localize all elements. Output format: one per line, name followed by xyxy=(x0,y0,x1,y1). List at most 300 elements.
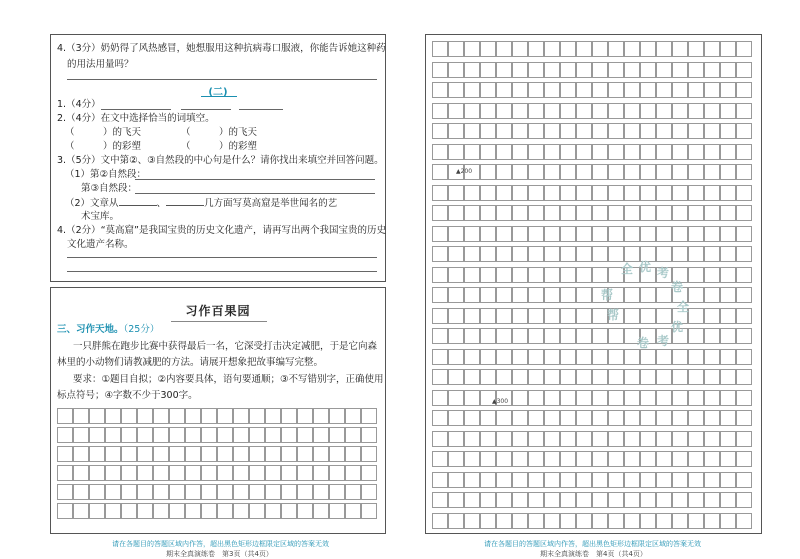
grid-cell[interactable] xyxy=(672,205,688,221)
grid-cell[interactable] xyxy=(329,484,345,500)
grid-cell[interactable] xyxy=(153,503,169,519)
grid-cell[interactable] xyxy=(624,82,640,98)
grid-cell[interactable] xyxy=(720,41,736,57)
grid-cell[interactable] xyxy=(528,308,544,324)
grid-cell[interactable] xyxy=(736,410,752,426)
grid-cell[interactable] xyxy=(217,465,233,481)
grid-cell[interactable] xyxy=(704,349,720,365)
grid-cell[interactable] xyxy=(608,82,624,98)
grid-cell[interactable] xyxy=(89,446,105,462)
grid-cell[interactable] xyxy=(688,123,704,139)
grid-cell[interactable] xyxy=(704,390,720,406)
grid-cell[interactable] xyxy=(512,144,528,160)
grid-cell[interactable] xyxy=(640,185,656,201)
grid-cell[interactable] xyxy=(624,103,640,119)
grid-cell[interactable] xyxy=(233,503,249,519)
grid-cell[interactable] xyxy=(656,226,672,242)
grid-cell[interactable] xyxy=(512,328,528,344)
grid-cell[interactable] xyxy=(560,164,576,180)
grid-cell[interactable] xyxy=(560,41,576,57)
grid-cell[interactable] xyxy=(576,267,592,283)
grid-cell[interactable] xyxy=(57,484,73,500)
grid-cell[interactable] xyxy=(720,144,736,160)
grid-cell[interactable] xyxy=(528,205,544,221)
grid-cell[interactable] xyxy=(560,62,576,78)
grid-cell[interactable] xyxy=(704,410,720,426)
grid-cell[interactable] xyxy=(704,308,720,324)
grid-cell[interactable] xyxy=(121,484,137,500)
grid-cell[interactable] xyxy=(217,503,233,519)
answer-line[interactable] xyxy=(181,109,231,110)
grid-cell[interactable] xyxy=(592,123,608,139)
grid-cell[interactable] xyxy=(448,308,464,324)
grid-cell[interactable] xyxy=(496,513,512,529)
grid-cell[interactable] xyxy=(297,446,313,462)
grid-cell[interactable] xyxy=(544,205,560,221)
grid-cell[interactable] xyxy=(217,484,233,500)
grid-cell[interactable] xyxy=(137,408,153,424)
grid-cell[interactable] xyxy=(656,82,672,98)
grid-cell[interactable] xyxy=(688,349,704,365)
grid-cell[interactable] xyxy=(608,205,624,221)
grid-cell[interactable] xyxy=(736,513,752,529)
grid-cell[interactable] xyxy=(432,492,448,508)
grid-cell[interactable] xyxy=(464,41,480,57)
grid-cell[interactable] xyxy=(576,492,592,508)
grid-cell[interactable] xyxy=(137,446,153,462)
grid-cell[interactable] xyxy=(528,451,544,467)
grid-cell[interactable] xyxy=(576,123,592,139)
grid-cell[interactable] xyxy=(480,41,496,57)
grid-cell[interactable] xyxy=(169,465,185,481)
grid-cell[interactable] xyxy=(656,410,672,426)
grid-cell[interactable] xyxy=(185,446,201,462)
grid-cell[interactable] xyxy=(480,492,496,508)
grid-cell[interactable] xyxy=(480,267,496,283)
grid-cell[interactable] xyxy=(544,431,560,447)
grid-cell[interactable] xyxy=(185,427,201,443)
grid-cell[interactable] xyxy=(432,369,448,385)
grid-cell[interactable] xyxy=(544,390,560,406)
grid-cell[interactable] xyxy=(720,451,736,467)
grid-cell[interactable] xyxy=(704,431,720,447)
grid-cell[interactable] xyxy=(720,328,736,344)
grid-cell[interactable] xyxy=(448,369,464,385)
grid-cell[interactable] xyxy=(576,328,592,344)
grid-cell[interactable] xyxy=(544,226,560,242)
grid-cell[interactable] xyxy=(688,246,704,262)
grid-cell[interactable] xyxy=(528,328,544,344)
grid-cell[interactable] xyxy=(592,513,608,529)
grid-cell[interactable] xyxy=(496,62,512,78)
grid-cell[interactable] xyxy=(480,451,496,467)
grid-cell[interactable] xyxy=(464,492,480,508)
answer-line[interactable] xyxy=(101,109,171,110)
grid-cell[interactable] xyxy=(560,103,576,119)
grid-cell[interactable] xyxy=(560,144,576,160)
grid-cell[interactable] xyxy=(544,82,560,98)
grid-cell[interactable] xyxy=(281,446,297,462)
grid-cell[interactable] xyxy=(656,451,672,467)
grid-cell[interactable] xyxy=(560,205,576,221)
grid-cell[interactable] xyxy=(560,472,576,488)
grid-cell[interactable] xyxy=(528,41,544,57)
grid-cell[interactable] xyxy=(105,446,121,462)
grid-cell[interactable] xyxy=(688,41,704,57)
grid-cell[interactable] xyxy=(265,427,281,443)
grid-cell[interactable] xyxy=(688,103,704,119)
grid-cell[interactable] xyxy=(608,185,624,201)
grid-cell[interactable] xyxy=(361,446,377,462)
grid-cell[interactable] xyxy=(624,185,640,201)
grid-cell[interactable] xyxy=(560,513,576,529)
grid-cell[interactable] xyxy=(89,427,105,443)
grid-cell[interactable] xyxy=(736,144,752,160)
grid-cell[interactable] xyxy=(496,308,512,324)
grid-cell[interactable] xyxy=(672,349,688,365)
grid-cell[interactable] xyxy=(313,465,329,481)
grid-cell[interactable] xyxy=(688,513,704,529)
question-2-blank-3[interactable]: （ ）的彩塑 xyxy=(65,141,142,152)
grid-cell[interactable] xyxy=(480,328,496,344)
grid-cell[interactable] xyxy=(496,144,512,160)
grid-cell[interactable] xyxy=(432,246,448,262)
grid-cell[interactable] xyxy=(624,492,640,508)
grid-cell[interactable] xyxy=(656,492,672,508)
grid-cell[interactable] xyxy=(704,164,720,180)
grid-cell[interactable] xyxy=(432,164,448,180)
grid-cell[interactable] xyxy=(496,185,512,201)
grid-cell[interactable] xyxy=(528,472,544,488)
grid-cell[interactable] xyxy=(432,472,448,488)
grid-cell[interactable] xyxy=(448,267,464,283)
grid-cell[interactable] xyxy=(672,246,688,262)
grid-cell[interactable] xyxy=(736,451,752,467)
grid-cell[interactable] xyxy=(496,451,512,467)
grid-cell[interactable] xyxy=(169,503,185,519)
grid-cell[interactable] xyxy=(608,41,624,57)
grid-cell[interactable] xyxy=(720,308,736,324)
grid-cell[interactable] xyxy=(608,472,624,488)
grid-cell[interactable] xyxy=(153,427,169,443)
grid-cell[interactable] xyxy=(201,465,217,481)
grid-cell[interactable] xyxy=(736,390,752,406)
grid-cell[interactable] xyxy=(624,472,640,488)
grid-cell[interactable] xyxy=(281,408,297,424)
grid-cell[interactable] xyxy=(544,308,560,324)
grid-cell[interactable] xyxy=(656,164,672,180)
grid-cell[interactable] xyxy=(656,369,672,385)
grid-cell[interactable] xyxy=(528,62,544,78)
grid-cell[interactable] xyxy=(688,185,704,201)
grid-cell[interactable] xyxy=(672,41,688,57)
grid-cell[interactable] xyxy=(656,431,672,447)
grid-cell[interactable] xyxy=(736,246,752,262)
grid-cell[interactable] xyxy=(576,205,592,221)
grid-cell[interactable] xyxy=(544,267,560,283)
grid-cell[interactable] xyxy=(496,41,512,57)
grid-cell[interactable] xyxy=(560,328,576,344)
grid-cell[interactable] xyxy=(704,328,720,344)
grid-cell[interactable] xyxy=(512,226,528,242)
grid-cell[interactable] xyxy=(528,164,544,180)
grid-cell[interactable] xyxy=(704,246,720,262)
grid-cell[interactable] xyxy=(313,408,329,424)
grid-cell[interactable] xyxy=(560,246,576,262)
grid-cell[interactable] xyxy=(704,41,720,57)
grid-cell[interactable] xyxy=(608,451,624,467)
grid-cell[interactable] xyxy=(528,267,544,283)
grid-cell[interactable] xyxy=(512,492,528,508)
grid-cell[interactable] xyxy=(496,431,512,447)
grid-cell[interactable] xyxy=(185,408,201,424)
grid-cell[interactable] xyxy=(105,427,121,443)
grid-cell[interactable] xyxy=(464,267,480,283)
question-2-blank-1[interactable]: （ ）的飞天 xyxy=(65,127,142,138)
grid-cell[interactable] xyxy=(217,408,233,424)
grid-cell[interactable] xyxy=(576,451,592,467)
grid-cell[interactable] xyxy=(432,431,448,447)
grid-cell[interactable] xyxy=(464,123,480,139)
grid-cell[interactable] xyxy=(480,185,496,201)
grid-cell[interactable] xyxy=(736,164,752,180)
grid-cell[interactable] xyxy=(672,369,688,385)
grid-cell[interactable] xyxy=(448,226,464,242)
grid-cell[interactable] xyxy=(464,349,480,365)
grid-cell[interactable] xyxy=(265,484,281,500)
grid-cell[interactable] xyxy=(297,503,313,519)
grid-cell[interactable] xyxy=(704,82,720,98)
grid-cell[interactable] xyxy=(528,349,544,365)
grid-cell[interactable] xyxy=(672,410,688,426)
grid-cell[interactable] xyxy=(432,328,448,344)
grid-cell[interactable] xyxy=(153,446,169,462)
grid-cell[interactable] xyxy=(201,503,217,519)
grid-cell[interactable] xyxy=(608,164,624,180)
grid-cell[interactable] xyxy=(464,513,480,529)
grid-cell[interactable] xyxy=(640,41,656,57)
grid-cell[interactable] xyxy=(512,287,528,303)
grid-cell[interactable] xyxy=(560,349,576,365)
grid-cell[interactable] xyxy=(656,390,672,406)
grid-cell[interactable] xyxy=(544,410,560,426)
grid-cell[interactable] xyxy=(560,492,576,508)
grid-cell[interactable] xyxy=(688,328,704,344)
grid-cell[interactable] xyxy=(432,185,448,201)
grid-cell[interactable] xyxy=(121,465,137,481)
grid-cell[interactable] xyxy=(656,144,672,160)
grid-cell[interactable] xyxy=(448,103,464,119)
grid-cell[interactable] xyxy=(512,103,528,119)
grid-cell[interactable] xyxy=(448,328,464,344)
grid-cell[interactable] xyxy=(361,503,377,519)
grid-cell[interactable] xyxy=(233,408,249,424)
grid-cell[interactable] xyxy=(57,446,73,462)
grid-cell[interactable] xyxy=(480,144,496,160)
grid-cell[interactable] xyxy=(720,226,736,242)
grid-cell[interactable] xyxy=(496,349,512,365)
grid-cell[interactable] xyxy=(528,492,544,508)
grid-cell[interactable] xyxy=(528,513,544,529)
grid-cell[interactable] xyxy=(736,431,752,447)
grid-cell[interactable] xyxy=(57,503,73,519)
grid-cell[interactable] xyxy=(608,103,624,119)
answer-line[interactable] xyxy=(239,109,283,110)
grid-cell[interactable] xyxy=(281,465,297,481)
grid-cell[interactable] xyxy=(137,484,153,500)
grid-cell[interactable] xyxy=(704,513,720,529)
grid-cell[interactable] xyxy=(624,205,640,221)
grid-cell[interactable] xyxy=(73,465,89,481)
grid-cell[interactable] xyxy=(297,484,313,500)
grid-cell[interactable] xyxy=(688,82,704,98)
grid-cell[interactable] xyxy=(736,82,752,98)
grid-cell[interactable] xyxy=(448,144,464,160)
grid-cell[interactable] xyxy=(496,492,512,508)
grid-cell[interactable] xyxy=(345,503,361,519)
grid-cell[interactable] xyxy=(608,390,624,406)
grid-cell[interactable] xyxy=(57,408,73,424)
grid-cell[interactable] xyxy=(608,431,624,447)
grid-cell[interactable] xyxy=(544,328,560,344)
grid-cell[interactable] xyxy=(560,226,576,242)
grid-cell[interactable] xyxy=(592,472,608,488)
grid-cell[interactable] xyxy=(704,451,720,467)
grid-cell[interactable] xyxy=(480,410,496,426)
grid-cell[interactable] xyxy=(345,427,361,443)
grid-cell[interactable] xyxy=(720,185,736,201)
grid-cell[interactable] xyxy=(544,472,560,488)
grid-cell[interactable] xyxy=(153,484,169,500)
grid-cell[interactable] xyxy=(480,431,496,447)
grid-cell[interactable] xyxy=(672,144,688,160)
grid-cell[interactable] xyxy=(544,349,560,365)
grid-cell[interactable] xyxy=(137,503,153,519)
grid-cell[interactable] xyxy=(720,349,736,365)
grid-cell[interactable] xyxy=(736,62,752,78)
grid-cell[interactable] xyxy=(464,62,480,78)
grid-cell[interactable] xyxy=(432,410,448,426)
grid-cell[interactable] xyxy=(656,205,672,221)
answer-line[interactable] xyxy=(135,179,375,180)
grid-cell[interactable] xyxy=(672,164,688,180)
grid-cell[interactable] xyxy=(672,451,688,467)
grid-cell[interactable] xyxy=(624,431,640,447)
grid-cell[interactable] xyxy=(137,465,153,481)
grid-cell[interactable] xyxy=(512,123,528,139)
grid-cell[interactable] xyxy=(512,472,528,488)
grid-cell[interactable] xyxy=(185,484,201,500)
grid-cell[interactable] xyxy=(720,513,736,529)
grid-cell[interactable] xyxy=(512,431,528,447)
grid-cell[interactable] xyxy=(496,246,512,262)
grid-cell[interactable] xyxy=(121,503,137,519)
grid-cell[interactable] xyxy=(736,123,752,139)
grid-cell[interactable] xyxy=(432,390,448,406)
grid-cell[interactable] xyxy=(736,287,752,303)
grid-cell[interactable] xyxy=(313,484,329,500)
grid-cell[interactable] xyxy=(249,484,265,500)
grid-cell[interactable] xyxy=(512,41,528,57)
grid-cell[interactable] xyxy=(313,427,329,443)
grid-cell[interactable] xyxy=(297,427,313,443)
grid-cell[interactable] xyxy=(544,123,560,139)
grid-cell[interactable] xyxy=(528,123,544,139)
grid-cell[interactable] xyxy=(576,287,592,303)
grid-cell[interactable] xyxy=(233,465,249,481)
grid-cell[interactable] xyxy=(480,62,496,78)
grid-cell[interactable] xyxy=(512,390,528,406)
grid-cell[interactable] xyxy=(736,205,752,221)
grid-cell[interactable] xyxy=(464,410,480,426)
grid-cell[interactable] xyxy=(688,267,704,283)
grid-cell[interactable] xyxy=(448,410,464,426)
grid-cell[interactable] xyxy=(201,427,217,443)
grid-cell[interactable] xyxy=(464,185,480,201)
grid-cell[interactable] xyxy=(560,123,576,139)
grid-cell[interactable] xyxy=(496,287,512,303)
grid-cell[interactable] xyxy=(640,62,656,78)
grid-cell[interactable] xyxy=(512,513,528,529)
grid-cell[interactable] xyxy=(512,308,528,324)
grid-cell[interactable] xyxy=(672,472,688,488)
grid-cell[interactable] xyxy=(432,513,448,529)
grid-cell[interactable] xyxy=(233,484,249,500)
grid-cell[interactable] xyxy=(704,185,720,201)
grid-cell[interactable] xyxy=(512,246,528,262)
grid-cell[interactable] xyxy=(592,410,608,426)
grid-cell[interactable] xyxy=(592,164,608,180)
grid-cell[interactable] xyxy=(592,492,608,508)
grid-cell[interactable] xyxy=(528,410,544,426)
grid-cell[interactable] xyxy=(672,62,688,78)
grid-cell[interactable] xyxy=(672,513,688,529)
grid-cell[interactable] xyxy=(560,308,576,324)
grid-cell[interactable] xyxy=(73,408,89,424)
grid-cell[interactable] xyxy=(233,427,249,443)
grid-cell[interactable] xyxy=(464,390,480,406)
grid-cell[interactable] xyxy=(528,369,544,385)
grid-cell[interactable] xyxy=(736,103,752,119)
grid-cell[interactable] xyxy=(672,226,688,242)
grid-cell[interactable] xyxy=(464,82,480,98)
grid-cell[interactable] xyxy=(432,82,448,98)
grid-cell[interactable] xyxy=(640,164,656,180)
grid-cell[interactable] xyxy=(704,144,720,160)
grid-cell[interactable] xyxy=(432,226,448,242)
grid-cell[interactable] xyxy=(281,484,297,500)
grid-cell[interactable] xyxy=(624,513,640,529)
grid-cell[interactable] xyxy=(640,82,656,98)
grid-cell[interactable] xyxy=(736,492,752,508)
grid-cell[interactable] xyxy=(57,427,73,443)
grid-cell[interactable] xyxy=(313,446,329,462)
grid-cell[interactable] xyxy=(361,484,377,500)
grid-cell[interactable] xyxy=(720,431,736,447)
grid-cell[interactable] xyxy=(592,185,608,201)
grid-cell[interactable] xyxy=(720,164,736,180)
grid-cell[interactable] xyxy=(656,62,672,78)
grid-cell[interactable] xyxy=(640,492,656,508)
grid-cell[interactable] xyxy=(448,185,464,201)
grid-cell[interactable] xyxy=(432,123,448,139)
grid-cell[interactable] xyxy=(432,144,448,160)
grid-cell[interactable] xyxy=(672,492,688,508)
grid-cell[interactable] xyxy=(432,205,448,221)
grid-cell[interactable] xyxy=(464,308,480,324)
grid-cell[interactable] xyxy=(345,446,361,462)
grid-cell[interactable] xyxy=(185,465,201,481)
